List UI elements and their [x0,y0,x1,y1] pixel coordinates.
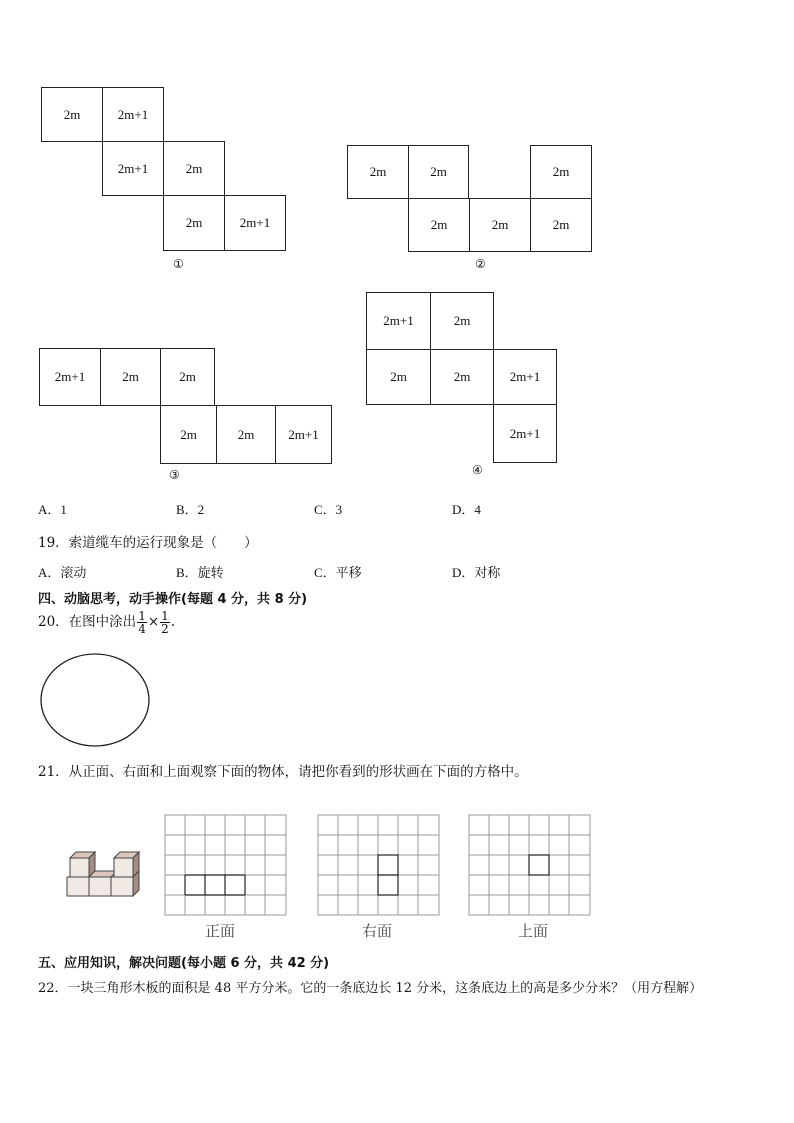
net-4-cell: 2m [366,349,431,405]
net-3-label: ③ [169,468,180,482]
q18-option-d[interactable]: D．4 [452,502,481,517]
q21-stem: 21．从正面、右面和上面观察下面的物体，请把你看到的形状画在下面的方格中。 [38,764,528,780]
q19-stem: 19．索道缆车的运行现象是（ ） [38,535,258,551]
fraction-numerator: 1 [138,609,146,623]
net-3-cell: 2m [100,348,161,406]
q19-option-b[interactable]: B．旋转 [176,565,224,580]
q22-stem: 22．一块三角形木板的面积是 48 平方分米。它的一条底边长 12 分米，这条底边上的高是多少分米？（用方程解） [38,981,703,996]
q18-option-b[interactable]: B．2 [176,502,205,517]
net-2-cell: 2m [530,145,592,199]
net-1-cell: 2m [41,87,103,142]
net-1-label: ① [173,257,184,271]
grid-caption-front: 正面 [205,922,236,940]
times-sign: × [147,614,160,630]
net-2-cell: 2m [408,198,470,252]
net-2-label: ② [475,257,486,271]
section-4-heading: 四、动脑思考，动手操作(每题 4 分，共 8 分) [38,592,308,607]
grid-caption-right: 右面 [362,922,393,940]
net-3-cell: 2m [160,348,215,406]
net-3-cell: 2m [160,405,217,464]
net-3-cell: 2m [216,405,276,464]
net-1-cell: 2m [163,195,225,251]
shading-circle[interactable] [38,650,154,752]
net-4-cell: 2m [430,349,494,405]
net-1-cell: 2m+1 [102,87,164,142]
net-4-cell: 2m+1 [366,292,431,350]
net-4-cell: 2m+1 [493,349,557,405]
q18-option-c[interactable]: C．3 [314,502,343,517]
net-3-cell: 2m+1 [39,348,101,406]
grid-caption-top: 上面 [518,922,549,940]
q19-option-d[interactable]: D．对称 [452,565,501,580]
q18-option-a[interactable]: A．1 [38,502,67,517]
net-1-cell: 2m [163,141,225,196]
net-1-cell: 2m+1 [224,195,286,251]
q20-stem [38,610,175,635]
fraction-denominator: 2 [161,622,169,636]
grid-top-view[interactable] [468,814,592,916]
fraction-numerator: 1 [161,609,169,623]
net-4-cell: 2m+1 [493,404,557,463]
q20-suffix: . [170,614,176,630]
net-2-cell: 2m [530,198,592,252]
fraction-one-half [160,610,170,635]
net-1-cell: 2m+1 [102,141,164,196]
net-4-cell: 2m [430,292,494,350]
net-2-cell: 2m [347,145,409,199]
q19-option-c[interactable]: C．平移 [314,565,362,580]
net-4-label: ④ [472,463,483,477]
net-2-cell: 2m [469,198,531,252]
net-2-cell: 2m [408,145,469,199]
q20-prefix: 20．在图中涂出 [38,614,137,630]
grid-right-view[interactable] [317,814,441,916]
fraction-one-quarter [137,610,147,635]
net-3-cell: 2m+1 [275,405,332,464]
fraction-denominator: 4 [138,622,146,636]
q19-option-a[interactable]: A．滚动 [38,565,87,580]
cube-object-figure [64,850,150,904]
section-5-heading: 五、应用知识，解决问题(每小题 6 分，共 42 分) [38,956,330,971]
grid-front-view[interactable] [164,814,288,916]
